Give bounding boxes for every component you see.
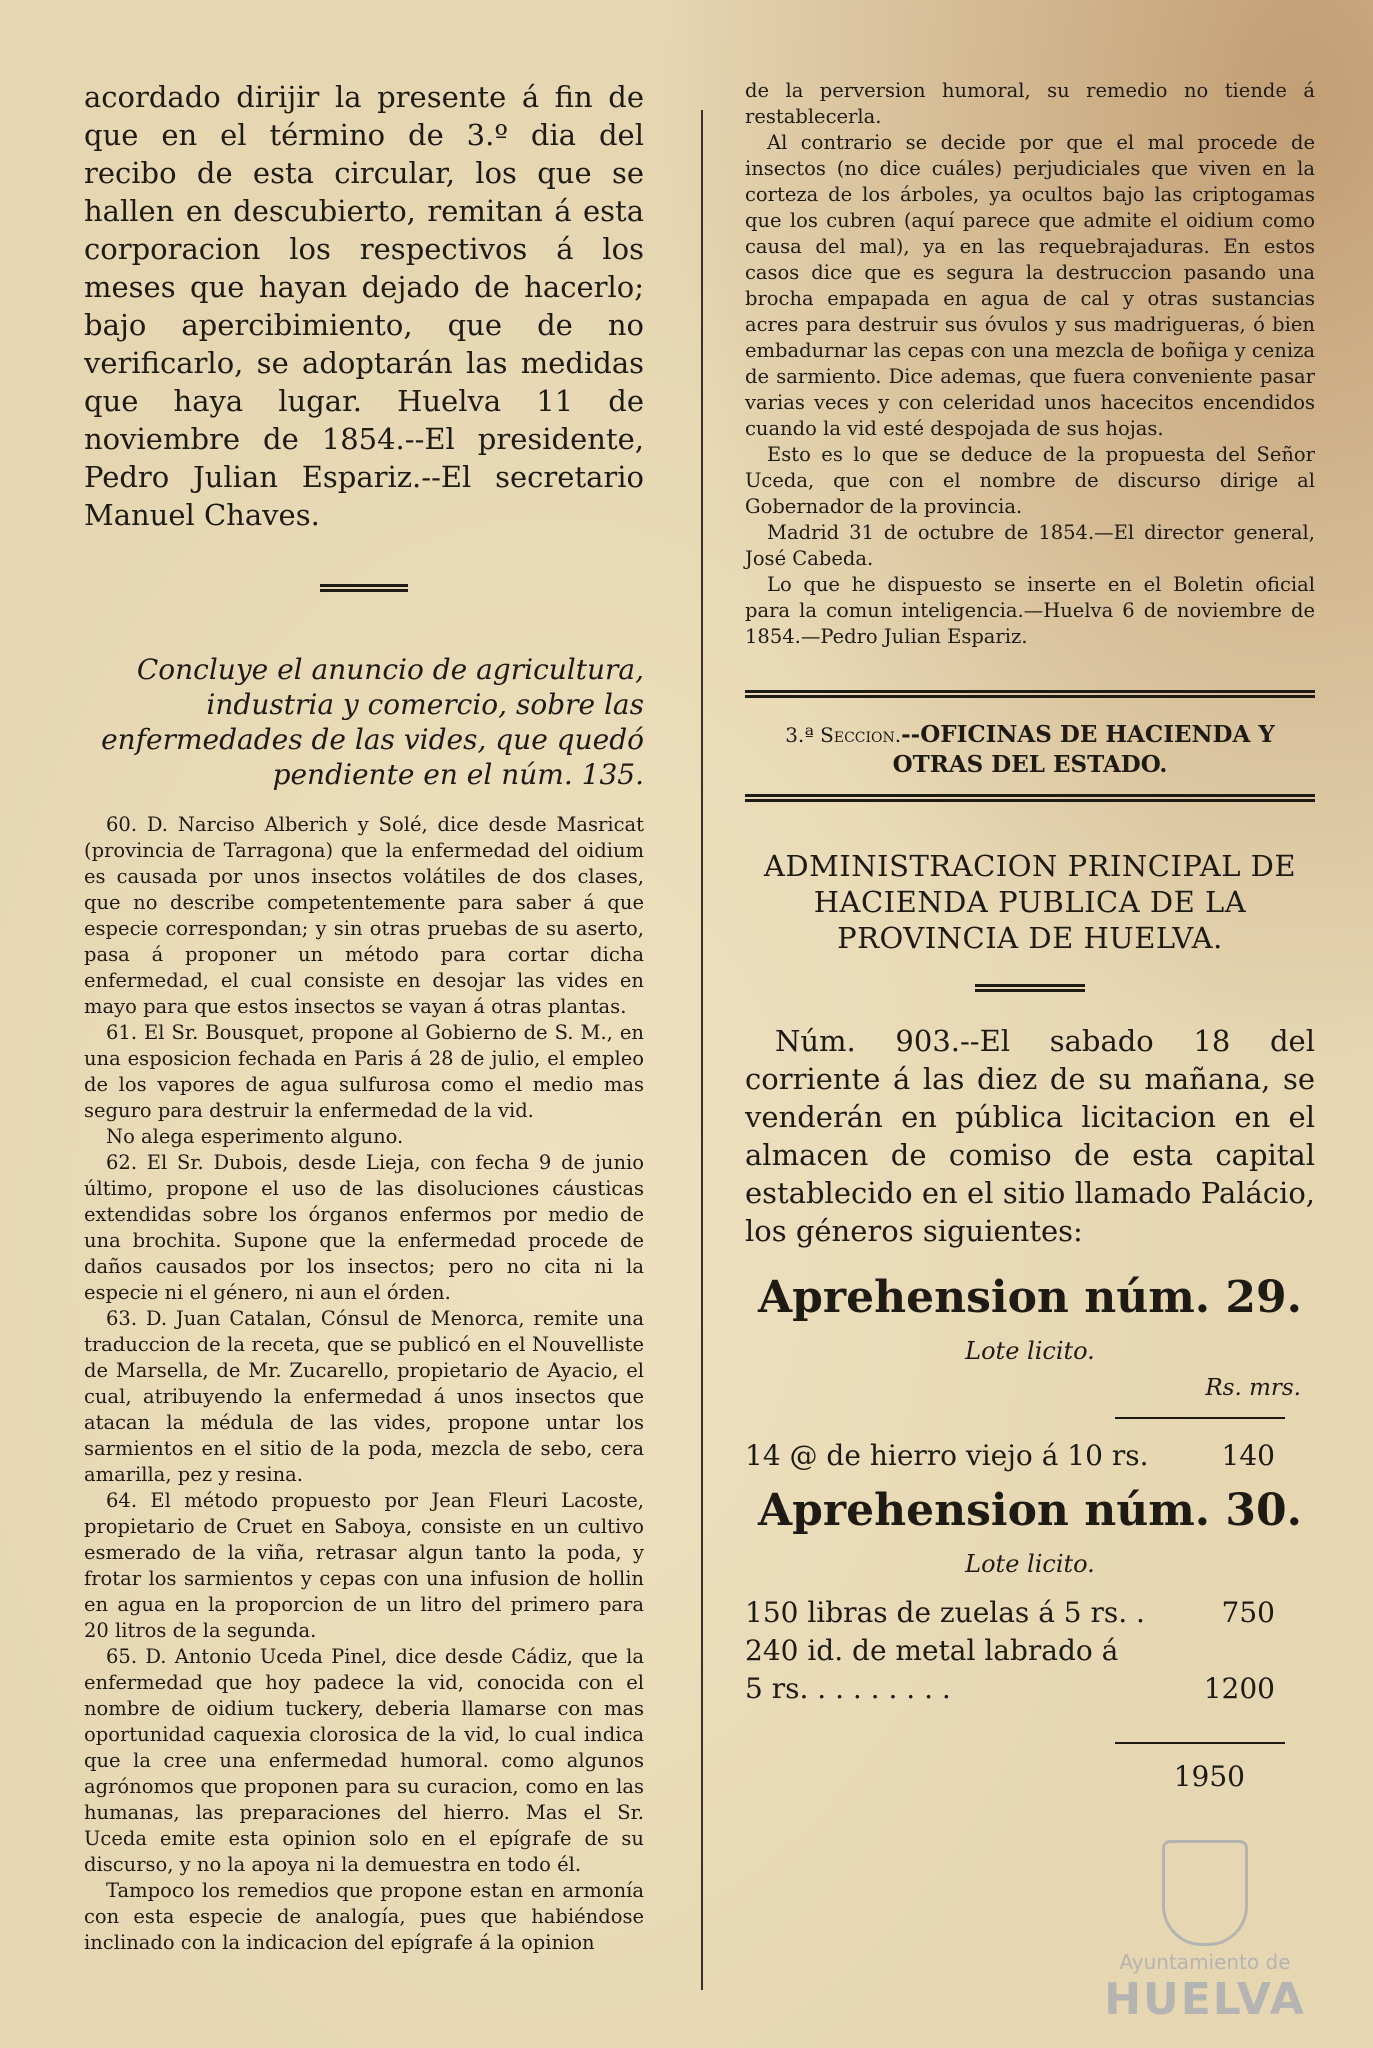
crest-icon <box>1162 1840 1248 1946</box>
item-row <box>745 1437 1315 1475</box>
paragraph-insects: Al contrario se decide por que el mal procede de insectos (no dice cuáles) perjudiciales que viven en la corteza de los árboles, ya ocultos bajo las criptogamas que los cubren (aquí parece que admite el oidium como causa del mal), ya en las requebrajaduras. En estos casos dice que es segura la destruccion pasando una brocha empapada en agua de cal y otras sustancias acres para destruir sus óvulos y sus madrigueras, ó bien embadurnar las cepas con una mezcla de boñiga y ceniza de sarmiento. Dice ademas, que fuera conveniente pasar varias veces y con celeridad unos hacecitos encendidos cuando la vid esté despojada de sus hojas. <box>745 131 1315 440</box>
total-rule <box>1115 1742 1285 1744</box>
item-description: 5 rs. . . . . . . . . <box>745 1672 951 1705</box>
currency-header: Rs. mrs. <box>1205 1375 1301 1401</box>
paragraph-64: 64. El método propuesto por Jean Fleuri Lacoste, propietario de Cruet en Saboya, consiste en un cultivo esmerado de la viña, retrasar algun tanto la poda, y frotar los sarmientos y cepas con una infusion de hollin en agua en la proporcion de un litro del primero para 20 litros de la segunda. <box>84 1489 644 1642</box>
item-row <box>745 1632 1315 1670</box>
item-description: 14 @ de hierro viejo á 10 rs. <box>745 1439 1149 1472</box>
separator-rule <box>320 584 408 592</box>
paragraph-61-note: No alega esperimento alguno. <box>106 1125 404 1148</box>
left-column <box>84 78 644 1956</box>
separator-rule-2 <box>975 984 1085 992</box>
section-rule-bottom <box>745 794 1315 802</box>
paragraph-60: 60. D. Narciso Alberich y Solé, dice desde Masricat (provincia de Tarragona) que la enfermedad del oidium es causada por unos insectos volátiles de dos clases, que no describe competentemente para saber á que especie correspondan; y sin otras pruebas de su aserto, pasa á proponer un método para cortar dicha enfermedad, el cual consiste en desojar las vides en mayo para que estos insectos se vayan á otras plantas. <box>84 813 644 1018</box>
section-heading <box>745 720 1315 780</box>
amount-rule <box>1115 1417 1285 1419</box>
right-column <box>745 78 1315 1793</box>
aprehension-30-heading: Aprehension núm. 30. <box>758 1485 1302 1536</box>
item-row <box>745 1670 1315 1708</box>
paragraph-huelva-signature: Lo que he dispuesto se inserte en el Boletin oficial para la comun inteligencia.—Huelva 6 de noviembre de 1854.—Pedro Julian Espariz. <box>745 573 1315 648</box>
paragraph-63: 63. D. Juan Catalan, Cónsul de Menorca, remite una traduccion de la receta, que se publicó en el Nouvelliste de Marsella, de Mr. Zucarello, propietario de Ayacio, el cual, atribuyendo la enfermedad á unos insectos que atacan la médula de las vides, propone untar los sarmientos en el sitio de la poda, mezcla de sebo, cera amarilla, pez y resina. <box>84 1307 644 1486</box>
administration-title: ADMINISTRACION PRINCIPAL DE HACIENDA PUBLICA DE LA PROVINCIA DE HUELVA. <box>763 849 1297 955</box>
paragraph-65: 65. D. Antonio Uceda Pinel, dice desde Cádiz, que la enfermedad que hoy padece la vid, conocida con el nombre de oidium tuckery, deberia llamarse con mas oportunidad caquexia clorosica de la vid, lo cual indica que la cree una enfermedad humoral. como algunos agrónomos que proponen para su curacion, como en las humanas, las preparaciones del hierro. Mas el Sr. Uceda emite esta opinion solo en el epígrafe de su discurso, y no la apoya ni la demuestra en todo él. <box>84 1645 644 1876</box>
paragraph-61: 61. El Sr. Bousquet, propone al Gobierno de S. M., en una esposicion fechada en Paris á 28 de julio, el empleo de los vapores de agua sulfurosa como el medio mas seguro para destruir la enfermedad de la vid. <box>84 1021 644 1122</box>
article-intro: Concluye el anuncio de agricultura, industria y comercio, sobre las enfermedades de las vides, que quedó pendiente en el núm. 135. <box>101 653 644 791</box>
aprehension-29-heading: Aprehension núm. 29. <box>758 1272 1302 1323</box>
item-amount: 140 <box>1221 1439 1275 1472</box>
total-amount: 1950 <box>1173 1760 1245 1793</box>
paragraph-uceda: Esto es lo que se deduce de la propuesta del Señor Uceda, que con el nombre de discurso dirige al Gobernador de la provincia. <box>745 443 1315 518</box>
item-amount: 750 <box>1221 1596 1275 1629</box>
opening-paragraph: acordado dirijir la presente á fin de que en el término de 3.º dia del recibo de esta circular, los que se hallen en descubierto, remitan á esta corporacion los respectivos á los meses que hayan dejado de hacerlo; bajo apercibimiento, que de no verificarlo, se adoptarán las medidas que haya lugar. Huelva 11 de noviembre de 1854.--El presidente, Pedro Julian Espariz.--El secretario Manuel Chaves. <box>84 80 644 532</box>
section-label: 3.ª Seccion. <box>785 723 902 747</box>
column-divider <box>701 110 703 1990</box>
item-amount: 1200 <box>1203 1672 1275 1705</box>
item-description: 150 libras de zuelas á 5 rs. . <box>745 1596 1145 1629</box>
paragraph-continuation: Tampoco los remedios que propone estan en armonía con esta especie de analogía, pues que habiéndose inclinado con la indicacion del epígrafe á la opinion <box>84 1879 644 1954</box>
section-title: --OFICINAS DE HACIENDA Y OTRAS DEL ESTADO. <box>892 721 1275 778</box>
paragraph-62: 62. El Sr. Dubois, desde Lieja, con fecha 9 de junio último, propone el uso de las disoluciones cáusticas extendidas sobre los órganos enfermos por medio de una brochita. Supone que la enfermedad procede de daños causados por los insectos; pero no cita ni la especie ni el género, ni aun el órden. <box>84 1151 644 1304</box>
lote-29: Lote licito. <box>965 1337 1095 1365</box>
lote-30: Lote licito. <box>965 1550 1095 1578</box>
paragraph-continued: de la perversion humoral, su remedio no tiende á restablecerla. <box>745 79 1315 128</box>
item-description: 240 id. de metal labrado á <box>745 1634 1119 1667</box>
watermark-line1: Ayuntamiento de <box>1119 1950 1291 1974</box>
section-rule-top <box>745 690 1315 698</box>
sale-notice: Núm. 903.--El sabado 18 del corriente á las diez de su mañana, se venderán en pública licitacion en el almacen de comiso de esta capital establecido en el sitio llamado Palácio, los géneros siguientes: <box>745 1024 1315 1248</box>
paragraph-madrid-signature: Madrid 31 de octubre de 1854.—El director general, José Cabeda. <box>745 521 1315 570</box>
item-row <box>745 1594 1315 1632</box>
watermark-line2: HUELVA <box>1104 1974 1306 2025</box>
library-watermark <box>1090 1840 1320 2030</box>
